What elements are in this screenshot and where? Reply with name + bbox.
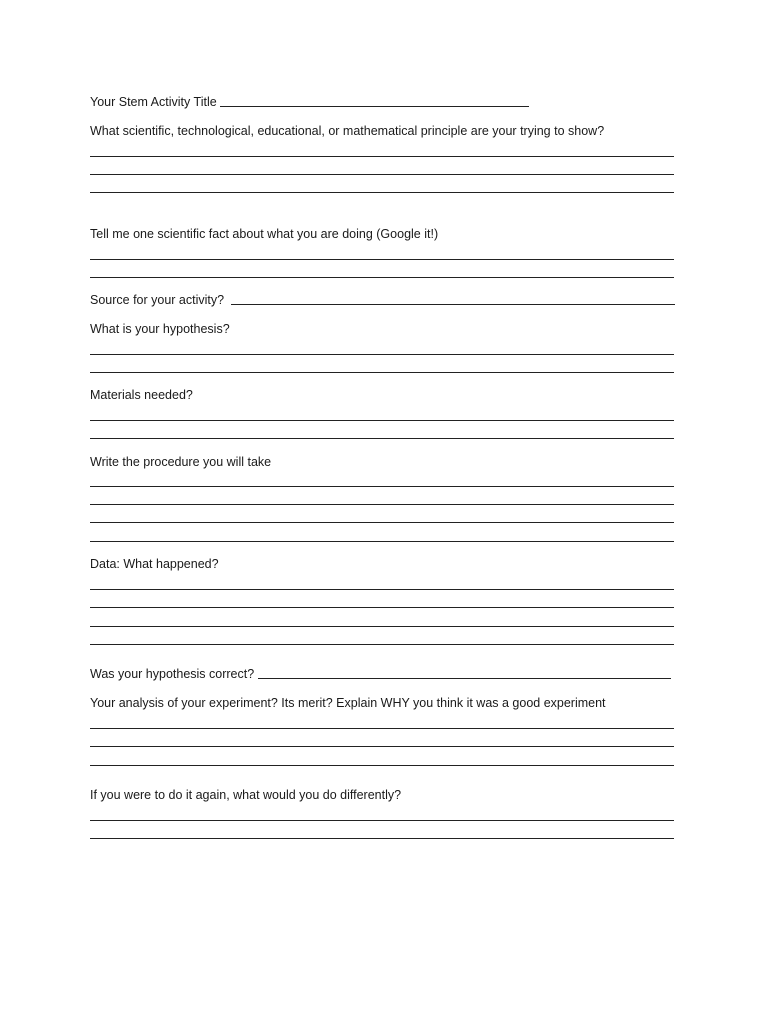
title-label: Your Stem Activity Title (90, 95, 217, 109)
question-source: Source for your activity? (90, 293, 225, 307)
title-answer-line[interactable] (220, 106, 529, 107)
answer-line-hypothesis-2[interactable] (90, 372, 674, 373)
answer-line-procedure-2[interactable] (90, 504, 674, 505)
question-hypothesis-correct: Was your hypothesis correct? (90, 667, 255, 681)
answer-line-data-4[interactable] (90, 644, 674, 645)
answer-line-analysis-1[interactable] (90, 728, 674, 729)
answer-line-materials-1[interactable] (90, 420, 674, 421)
answer-line-hypothesis-1[interactable] (90, 354, 674, 355)
question-fact: Tell me one scientific fact about what you are doing (Google it!) (90, 227, 439, 241)
answer-line-data-1[interactable] (90, 589, 674, 590)
answer-line-analysis-2[interactable] (90, 746, 674, 747)
answer-line-analysis-3[interactable] (90, 765, 674, 766)
answer-line-data-3[interactable] (90, 626, 674, 627)
question-materials: Materials needed? (90, 388, 193, 402)
answer-line-data-2[interactable] (90, 607, 674, 608)
answer-line-fact-1[interactable] (90, 259, 674, 260)
question-principle: What scientific, technological, educational, or mathematical principle are your trying to show? (90, 124, 605, 138)
answer-line-materials-2[interactable] (90, 438, 674, 439)
answer-line-fact-2[interactable] (90, 277, 674, 278)
answer-line-again-2[interactable] (90, 838, 674, 839)
answer-line-again-1[interactable] (90, 820, 674, 821)
answer-line-procedure-4[interactable] (90, 541, 674, 542)
answer-line-principle-2[interactable] (90, 174, 674, 175)
question-hypothesis: What is your hypothesis? (90, 322, 230, 336)
answer-line-principle-1[interactable] (90, 156, 674, 157)
question-analysis: Your analysis of your experiment? Its merit? Explain WHY you think it was a good experiment (90, 696, 606, 710)
answer-line-procedure-1[interactable] (90, 486, 674, 487)
answer-line-principle-3[interactable] (90, 192, 674, 193)
hypothesis-correct-answer-line[interactable] (258, 678, 671, 679)
source-answer-line[interactable] (231, 304, 675, 305)
question-data: Data: What happened? (90, 557, 219, 571)
answer-line-procedure-3[interactable] (90, 522, 674, 523)
question-procedure: Write the procedure you will take (90, 455, 272, 469)
question-do-again: If you were to do it again, what would you do differently? (90, 788, 402, 802)
